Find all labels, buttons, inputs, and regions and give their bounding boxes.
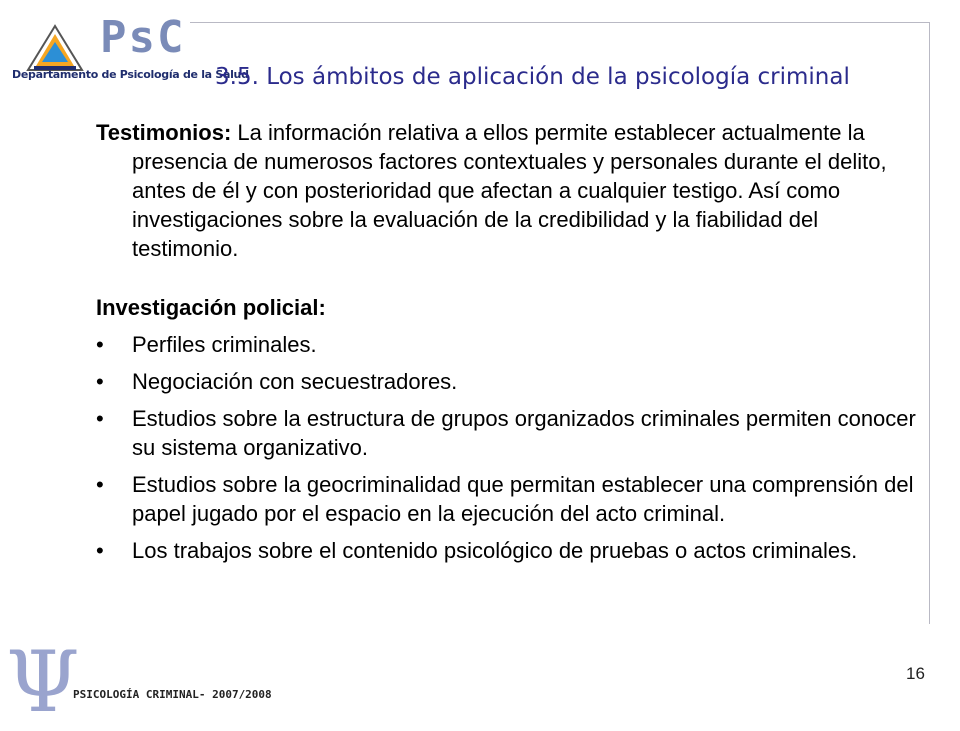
bullet-icon: • [96,332,104,357]
bullet-icon: • [96,369,104,394]
bullet-icon: • [96,538,104,563]
bullet-icon: • [96,472,104,497]
slide-title: 3.5. Los ámbitos de aplicación de la psicología criminal [215,64,850,90]
bullet-text: Estudios sobre la estructura de grupos organizados criminales permiten conocer su sistema organizativo. [132,406,916,460]
footer-course: PSICOLOGÍA CRIMINAL- 2007/2008 [73,688,272,701]
bullet-text: Estudios sobre la geocriminalidad que permitan establecer una comprensión del papel jugado por el espacio en la ejecución del acto criminal. [132,472,914,526]
logo-wordmark: PsC [100,12,186,63]
slide-body [96,118,916,573]
list-item [96,330,916,359]
right-divider [929,22,930,624]
testimonios-label: Testimonios: [96,120,232,145]
top-divider [190,22,930,23]
list-item [96,470,916,528]
testimonios-paragraph [96,118,916,263]
list-item [96,536,916,565]
page-number: 16 [906,664,925,683]
bullet-text: Los trabajos sobre el contenido psicológico de pruebas o actos criminales. [132,538,858,563]
triangle-logo-icon [24,22,86,74]
bullet-text: Negociación con secuestradores. [132,369,458,394]
bullet-text: Perfiles criminales. [132,332,317,357]
bullet-icon: • [96,406,104,431]
psi-symbol-icon: Ψ [6,633,80,731]
testimonios-text: La información relativa a ellos permite establecer actualmente la presencia de numerosos factores contextuales y personales durante el delito, antes de él y con posterioridad que afectan a cualquier testigo. Así como investigaciones sobre la evaluación de la credibilidad y la fiabilidad del testimonio. [132,120,887,261]
list-item [96,404,916,462]
department-logo [10,10,249,90]
list-item [96,367,916,396]
investigacion-bullet-list [96,330,916,565]
department-name: Departamento de Psicología de la Salud [12,68,249,81]
investigacion-heading: Investigación policial: [96,295,326,320]
